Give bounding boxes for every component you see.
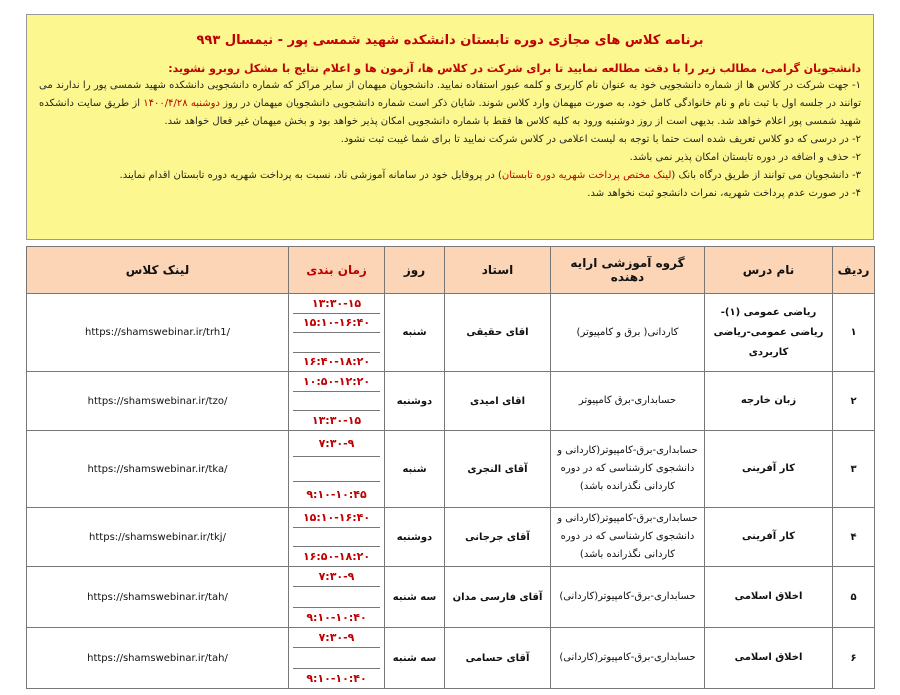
class-day: دوشنبه: [385, 508, 445, 567]
header-num: ردیف: [833, 247, 875, 294]
time-slot: ۱۰:۵۰-۱۲:۲۰: [293, 372, 380, 392]
department-group: کاردانی( برق و کامپیوتر): [551, 294, 705, 372]
course-name: کار آفرینی: [705, 508, 833, 567]
header-time: زمان بندی: [289, 247, 385, 294]
notice-item-1-date: دوشنبه ۱۴۰۰/۴/۲۸: [143, 98, 220, 109]
class-link-cell: [27, 294, 289, 372]
time-slot: ۷:۳۰-۹: [293, 567, 380, 587]
class-day: شنبه: [385, 431, 445, 508]
instructor-name: آقای جرجانی: [445, 508, 551, 567]
course-name: کار آفرینی: [705, 431, 833, 508]
header-link: لینک کلاس: [27, 247, 289, 294]
department-group: حسابداری-برق کامپیوتر: [551, 372, 705, 431]
time-slot: ۱۶:۴۰-۱۸:۲۰: [302, 355, 371, 369]
class-schedule-table: [26, 246, 875, 689]
table-header-row: [27, 247, 875, 294]
class-link-cell: [27, 567, 289, 628]
time-slot: [293, 392, 380, 412]
notice-title: برنامه کلاس های مجازی دوره تابستان دانشکده شهید شمسی پور - نیمسال ۹۹۳: [196, 33, 704, 48]
table-body: [27, 294, 875, 689]
class-day: دوشنبه: [385, 372, 445, 431]
time-slots-cell: [289, 508, 385, 567]
header-course: نام درس: [705, 247, 833, 294]
class-link-cell: [27, 372, 289, 431]
time-slot: ۷:۳۰-۹: [293, 628, 380, 648]
time-slots-cell: [289, 567, 385, 628]
course-name: ریاضی عمومی (۱)-ریاضی عمومی-ریاضی کاربردی: [705, 294, 833, 372]
notice-item-5: ۴- در صورت عدم پرداخت شهریه، نمرات دانشجو ثبت نخواهد شد.: [587, 188, 861, 199]
row-number: ۴: [833, 508, 875, 567]
header-day: روز: [385, 247, 445, 294]
instructor-name: آقای فارسی مدان: [445, 567, 551, 628]
notice-item-4-text-b: ) در پروفایل خود در سامانه آموزشی ناد، نسبت به پرداخت شهریه دوره تابستان اقدام نمایند.: [119, 170, 502, 181]
instructor-name: اقای امیدی: [445, 372, 551, 431]
time-slot: ۱۳:۳۰-۱۵: [311, 414, 362, 428]
header-group: گروه آموزشی ارایه دهنده: [551, 247, 705, 294]
time-slots: [293, 431, 380, 507]
department-group: حسابداری-برق-کامپیوتر(کاردانی): [551, 628, 705, 689]
class-link-cell: [27, 508, 289, 567]
class-link-cell: [27, 431, 289, 508]
notice-item-1: [39, 77, 861, 131]
department-group: حسابداری-برق-کامپیوتر(کاردانی و دانشجوی کارشناسی که در دوره کاردانی نگذرانده باشد): [551, 431, 705, 508]
row-number: ۳: [833, 431, 875, 508]
table-row: [27, 508, 875, 567]
time-slots: [293, 294, 380, 371]
department-group: حسابداری-برق-کامپیوتر(کاردانی و دانشجوی کارشناسی که در دوره کاردانی نگذرانده باشد): [551, 508, 705, 567]
time-slot: ۹:۱۰-۱۰:۴۰: [306, 610, 367, 624]
class-day: سه شنبه: [385, 628, 445, 689]
notice-item-2: ۲- در درسی که دو کلاس تعریف شده است حتما با توجه به لیست اعلامی در کلاس شرکت نمایید تا برای شما غیبت ثبت نشود.: [340, 134, 861, 145]
time-slots-cell: [289, 431, 385, 508]
notice-item-1-text-b: از طریق سایت دانشکده شهید شمسی پور اعلام خواهد شد. بدیهی است از روز دوشنبه ورود به کلیه کلاس ها فقط با شماره دانشجویی امکان پذیر خواهد بود و بخش میهمان غیر فعال خواهد شد.: [39, 98, 861, 127]
class-link[interactable]: https://shamswebinar.ir/tah/: [87, 591, 228, 603]
table-row: [27, 567, 875, 628]
class-day: سه شنبه: [385, 567, 445, 628]
course-name: اخلاق اسلامی: [705, 567, 833, 628]
notice-item-1-text-a: ۱- جهت شرکت در کلاس ها از شماره دانشجویی خود به عنوان نام کاربری و کلمه عبور استفاده نمایید. دانشجویان میهمان از سایر مراکز که شماره دانشجویی دانشکده شهید شمسی پور را ندارند می توانند در جلسه اول با ثبت نام و نام خانوادگی کامل خود، به صورت میهمان وارد کلاس شوند. شایان ذکر است شماره دانشجویی دانشجویان میهمان در روز: [39, 80, 861, 109]
instructor-name: اقای حقیقی: [445, 294, 551, 372]
time-slot: [293, 528, 380, 548]
table-row: [27, 294, 875, 372]
class-link[interactable]: https://shamswebinar.ir/tzo/: [87, 395, 228, 407]
time-slot: ۱۵:۱۰-۱۶:۴۰: [293, 314, 380, 334]
notice-item-4: [39, 167, 861, 185]
instructor-name: آقای حسامی: [445, 628, 551, 689]
notice-box: [26, 14, 874, 240]
row-number: ۵: [833, 567, 875, 628]
department-group: حسابداری-برق-کامپیوتر(کاردانی): [551, 567, 705, 628]
row-number: ۱: [833, 294, 875, 372]
class-link[interactable]: https://shamswebinar.ir/tka/: [87, 463, 228, 475]
time-slot: ۹:۱۰-۱۰:۴۰: [306, 671, 367, 685]
time-slots: [293, 567, 380, 627]
header-prof: استاد: [445, 247, 551, 294]
time-slot: ۹:۱۰-۱۰:۴۵: [306, 488, 367, 502]
time-slots: [293, 628, 380, 688]
tuition-payment-link[interactable]: لینک مختص پرداخت شهریه دوره تابستان: [501, 170, 672, 181]
course-name: زبان خارجه: [705, 372, 833, 431]
notice-item-4-text-a: ۳- دانشجویان می توانند از طریق درگاه بانک (: [671, 170, 861, 181]
time-slot: [293, 333, 380, 353]
time-slot: [293, 457, 380, 483]
time-slot: ۱۶:۵۰-۱۸:۲۰: [302, 550, 371, 564]
time-slots-cell: [289, 372, 385, 431]
class-day: شنبه: [385, 294, 445, 372]
time-slots: [293, 508, 380, 566]
time-slots-cell: [289, 294, 385, 372]
time-slots: [293, 372, 380, 430]
time-slot: [293, 587, 380, 607]
class-link[interactable]: https://shamswebinar.ir/trh1/: [85, 327, 230, 338]
notice-item-3: ۲- حذف و اضافه در دوره تابستان امکان پذیر نمی باشد.: [629, 152, 861, 163]
class-link[interactable]: https://shamswebinar.ir/tkj/: [89, 531, 226, 543]
row-number: ۶: [833, 628, 875, 689]
instructor-name: آقای النجری: [445, 431, 551, 508]
class-link[interactable]: https://shamswebinar.ir/tah/: [87, 652, 228, 664]
notice-intro: دانشجویان گرامی، مطالب زیر را با دقت مطالعه نمایید تا برای شرکت در کلاس ها، آزمون ها و اعلام نتایج با مشکل روبرو نشوید:: [168, 62, 861, 75]
time-slot: ۱۳:۳۰-۱۵: [293, 294, 380, 314]
time-slot: ۱۵:۱۰-۱۶:۴۰: [293, 508, 380, 528]
time-slot: ۷:۳۰-۹: [293, 431, 380, 457]
table-row: [27, 628, 875, 689]
table-row: [27, 431, 875, 508]
course-name: اخلاق اسلامی: [705, 628, 833, 689]
time-slot: [293, 648, 380, 668]
table-row: [27, 372, 875, 431]
class-link-cell: [27, 628, 289, 689]
row-number: ۲: [833, 372, 875, 431]
time-slots-cell: [289, 628, 385, 689]
